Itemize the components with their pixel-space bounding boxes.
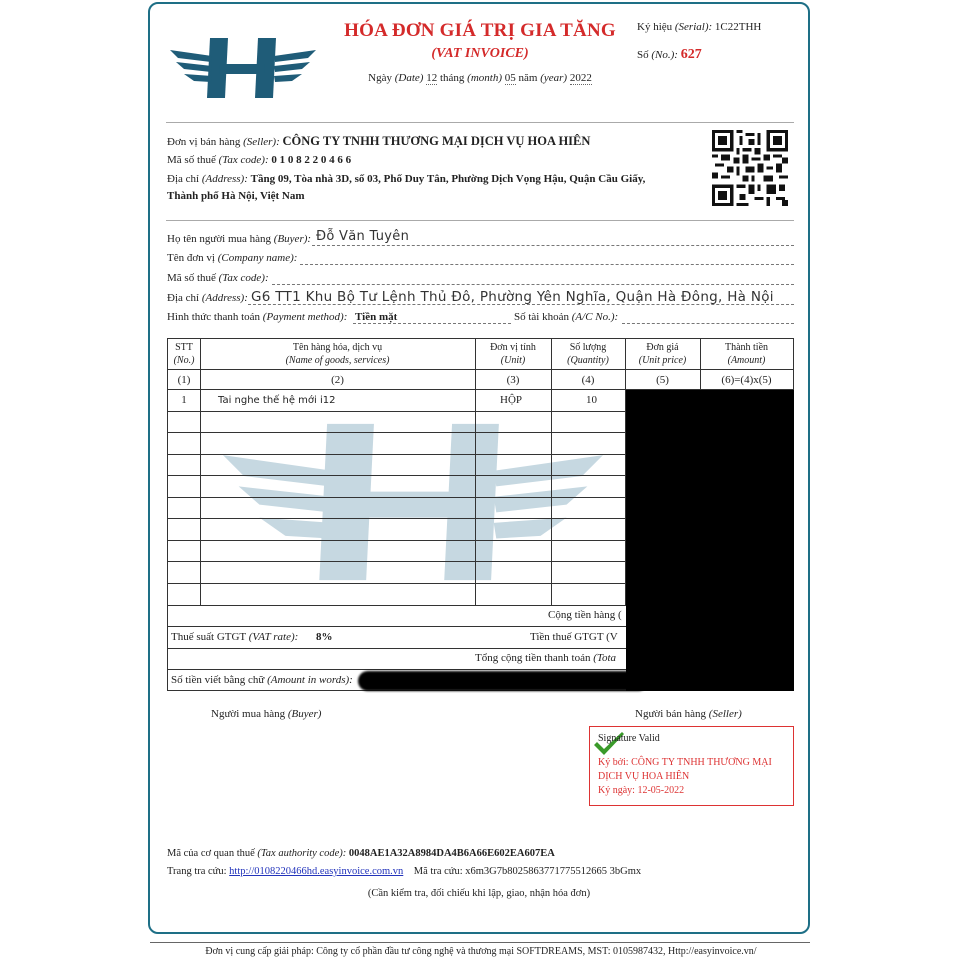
vat-rate-label: Thuế suất GTGT (VAT rate): (171, 631, 299, 643)
provider-text: Đơn vị cung cấp giải pháp: Công ty cổ phần đầu tư công nghệ và thương mại SOFTDREAMS, MST: 0105987432, Http://easyinvoice.vn/ (205, 946, 757, 957)
divider (166, 122, 794, 123)
dotted-line (300, 264, 794, 265)
total-label: Tổng cộng tiền thanh toán (Tota (475, 652, 617, 664)
col-header-quantity: Số lượng (Quantity) (567, 342, 609, 366)
subtotal-label: Cộng tiền hàng ( (548, 609, 622, 621)
divider (166, 220, 794, 221)
seller-name-row: Đơn vị bán hàng (Seller): CÔNG TY TNHH THƯƠNG MẠI DỊCH VỤ HOA HIÊN (167, 134, 591, 148)
seller-address-row-2: Thành phố Hà Nội, Việt Nam (167, 190, 305, 202)
company-name-label: Tên đơn vị (Company name): (167, 252, 298, 264)
col-header-unit: Đơn vị tính (Unit) (490, 342, 536, 366)
buyer-name-label: Họ tên người mua hàng (Buyer): (167, 233, 312, 245)
col-index: (5) (656, 374, 669, 386)
divider (150, 942, 810, 943)
vat-amount-label: Tiền thuế GTGT (V (530, 631, 618, 643)
buyer-address-label: Địa chỉ (Address): (167, 292, 248, 304)
signed-date-text: Ký ngày: 12-05-2022 (598, 785, 685, 796)
signed-by-text-2: DỊCH VỤ HOA HIÊN (598, 771, 690, 782)
serial-field: Ký hiệu (Serial): 1C22THH (637, 21, 762, 33)
buyer-tax-label: Mã số thuế (Tax code): (167, 272, 269, 284)
item-name: Tai nghe thế hệ mới i12 (218, 395, 336, 406)
col-index: (3) (506, 374, 520, 386)
item-no: 1 (181, 394, 187, 406)
col-index: (1) (177, 374, 191, 386)
redacted-amount-words (358, 671, 648, 691)
qr-code-icon (712, 130, 788, 206)
col-index: (2) (331, 374, 344, 386)
amount-in-words-label: Số tiền viết bằng chữ (Amount in words): (171, 674, 353, 686)
items-table (167, 338, 794, 691)
tax-authority-code-row: Mã của cơ quan thuế (Tax authority code): 0048AE1A32A8984DA4B6A66E602EA607EA (167, 848, 555, 859)
item-unit: HỘP (500, 394, 523, 406)
seller-signature-label: Người bán hàng (Seller) (635, 708, 742, 720)
invoice-title: HÓA ĐƠN GIÁ TRỊ GIA TĂNG (344, 20, 616, 41)
col-index: (4) (581, 374, 595, 386)
lookup-row: Trang tra cứu: http://0108220466hd.easyinvoice.com.vn Mã tra cứu: x6m3G7b8025863771775512665 3bGmx (167, 866, 642, 877)
dotted-line (272, 284, 794, 285)
dotted-line (622, 323, 794, 324)
seller-tax-row: Mã số thuế (Tax code): 0 1 0 8 2 2 0 4 6 6 (167, 154, 352, 166)
buyer-address-value: G6 TT1 Khu Bộ Tư Lệnh Thủ Đô, Phường Yên Nghĩa, Quận Hà Đông, Hà Nội (251, 289, 774, 305)
col-header-amount: Thành tiền (Amount) (724, 342, 769, 366)
company-logo-icon (170, 36, 316, 100)
col-index: (6)=(4)x(5) (721, 374, 772, 386)
vat-rate-value: 8% (316, 631, 333, 643)
verification-note: (Cần kiểm tra, đối chiếu khi lập, giao, nhận hóa đơn) (367, 888, 591, 899)
col-header-name: Tên hàng hóa, dịch vụ (Name of goods, services) (285, 342, 390, 366)
digital-signature-box (589, 726, 794, 806)
invoice-date: Ngày (Date) 12 tháng (month) 05 năm (year) 2022 (368, 72, 592, 84)
redacted-amounts (626, 390, 794, 691)
payment-method-label: Hình thức thanh toán (Payment method): (167, 311, 348, 323)
dotted-line (353, 323, 511, 324)
dotted-line (248, 304, 794, 305)
seller-address-row: Địa chỉ (Address): Tầng 09, Tòa nhà 3D, số 03, Phố Duy Tân, Phường Dịch Vọng Hậu, Quận Cầu Giấy, (167, 173, 646, 185)
invoice-subtitle: (VAT INVOICE) (431, 46, 529, 61)
lookup-link[interactable]: http://0108220466hd.easyinvoice.com.vn (229, 866, 404, 877)
dotted-line (312, 245, 794, 246)
invoice-number-field: Số (No.): 627 (637, 47, 702, 62)
account-number-label: Số tài khoản (A/C No.): (514, 311, 619, 323)
signature-valid-text: Signature Valid (598, 733, 660, 744)
watermark-logo-icon (223, 397, 603, 607)
signed-by-text: Ký bởi: CÔNG TY TNHH THƯƠNG MẠI (598, 757, 772, 768)
col-header-unit-price: Đơn giá (Unit price) (638, 342, 687, 366)
buyer-name-value: Đỗ Văn Tuyên (316, 229, 410, 244)
item-quantity: 10 (586, 394, 597, 406)
buyer-signature-label: Người mua hàng (Buyer) (211, 708, 322, 720)
payment-method-value: Tiền mặt (355, 311, 398, 323)
col-header-no: STT (No.) (173, 342, 195, 366)
